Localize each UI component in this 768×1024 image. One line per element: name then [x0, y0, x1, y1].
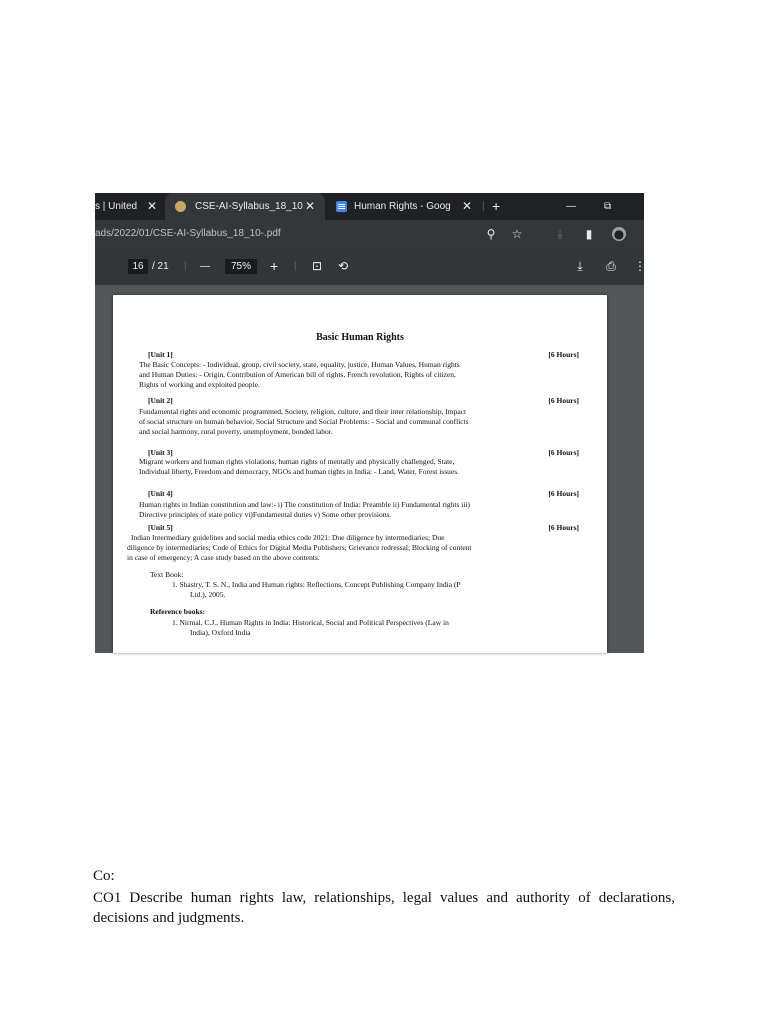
minimize-button[interactable]: —	[566, 201, 576, 212]
unit-text-line: Human rights in Indian constitution and law:- i) The constitution of India: Preamble ii) Fundamental rights iii)	[139, 500, 471, 509]
unit-hours: [6 Hours]	[548, 350, 579, 359]
bookmark-star-icon[interactable]: ☆	[511, 227, 523, 241]
unit-text-line: Indian Intermediary guidelines and social media ethics code 2021: Due diligence by intermediaries; Due	[131, 533, 445, 542]
zoom-level-input[interactable]: 75%	[225, 259, 257, 274]
unit-text-line: Rights of working and exploited people.	[139, 380, 260, 389]
pdf-toolbar	[95, 248, 644, 285]
text-book-entry: 1. Shastry, T. S. N., India and Human rights: Reflections, Concept Publishing Company India (P	[172, 580, 461, 589]
side-panel-icon[interactable]: ▮	[585, 227, 593, 241]
print-icon[interactable]: ⎙	[606, 259, 616, 273]
fit-to-page-icon[interactable]: ⊡	[311, 259, 323, 273]
close-tab-icon[interactable]: ✕	[147, 199, 158, 213]
unit-text-line: Individual liberty, Freedom and democracy, NGOs and human rights in India: - Land, Water, Forest issues.	[139, 467, 459, 476]
unit-label: [Unit 4]	[148, 489, 173, 498]
close-tab-icon[interactable]: ✕	[305, 199, 316, 213]
reference-entry: India), Oxford India	[190, 628, 251, 637]
search-icon[interactable]: ⚲	[486, 227, 496, 241]
unit-text-line: Directive principles of state policy vi)Fundamental duties v) Some other provisions.	[139, 510, 392, 519]
unit-text-line: and Human Duties: - Origin, Contribution of American bill of rights, French revolution, Rights of citizen,	[139, 370, 456, 379]
text-book-entry: Ltd.), 2005.	[190, 590, 226, 599]
unit-text-line: The Basic Concepts: - Individual, group, civil society, state, equality, justice, Human Values, Human rights	[139, 360, 460, 369]
reference-entry: 1. Nirmal, C.J., Human Rights in India: Historical, Social and Political Perspectives (Law in	[172, 618, 449, 627]
text-book-heading: Text Book:	[150, 570, 184, 579]
unit-text-line: Fundamental rights and economic programmed, Society, religion, culture, and their inter relationship, Impact	[139, 407, 467, 416]
browser-tab-syllabus[interactable]	[165, 193, 325, 220]
browser-tab-human-rights-doc[interactable]	[331, 193, 481, 220]
toolbar-divider: |	[184, 261, 187, 272]
course-outcomes-label: Co:	[93, 868, 115, 884]
unit-label: [Unit 2]	[148, 396, 173, 405]
tab-title: Human Rights - Goog	[354, 201, 451, 212]
course-outcome-1: CO1 Describe human rights law, relationships, legal values and authority of declarations, decisions and judgments.	[93, 890, 675, 926]
unit-text-line: in case of emergency; A case study based on the above contents.	[127, 553, 320, 562]
unit-text-line: of social structure on human behavior, Social Structure and Social Problems: - Social and communal conflicts	[139, 417, 469, 426]
unit-label: [Unit 5]	[148, 523, 173, 532]
document-title: Basic Human Rights	[316, 332, 404, 343]
reference-heading: Reference books:	[150, 607, 206, 616]
download-icon[interactable]: ⤓	[557, 227, 563, 241]
tab-separator: |	[482, 201, 485, 212]
unit-label: [Unit 3]	[148, 448, 173, 457]
tab-title: s | United	[95, 201, 138, 212]
unit-hours: [6 Hours]	[548, 396, 579, 405]
pdf-viewer-screenshot	[95, 193, 644, 653]
page-count: / 21	[152, 261, 169, 272]
page-number-input[interactable]: 16	[128, 259, 148, 274]
address-bar	[95, 220, 644, 248]
zoom-in-button[interactable]: +	[270, 258, 279, 274]
restore-button[interactable]: ⧉	[604, 201, 612, 212]
unit-label: [Unit 1]	[148, 350, 173, 359]
more-options-icon[interactable]: ⋮	[634, 259, 646, 273]
unit-text-line: Migrant workers and human rights violations, human rights of mentally and physically challenged, State,	[139, 457, 455, 466]
profile-avatar-icon[interactable]: ●	[613, 227, 625, 241]
download-icon[interactable]: ⤓	[577, 259, 583, 273]
pdf-favicon-icon	[175, 201, 186, 212]
browser-tab-united[interactable]	[95, 193, 165, 220]
google-docs-icon	[336, 201, 347, 212]
url-field[interactable]: ads/2022/01/CSE-AI-Syllabus_18_10-.pdf	[95, 228, 281, 239]
new-tab-button[interactable]: +	[492, 198, 501, 214]
close-tab-icon[interactable]: ✕	[462, 199, 473, 213]
unit-text-line: and social harmony, rural poverty, unemployment, bonded labor.	[139, 427, 333, 436]
zoom-out-button[interactable]: —	[200, 261, 210, 272]
browser-tab-strip	[95, 193, 644, 220]
pdf-page	[113, 295, 607, 653]
tab-title: CSE-AI-Syllabus_18_10	[195, 201, 303, 212]
unit-hours: [6 Hours]	[548, 523, 579, 532]
unit-hours: [6 Hours]	[548, 489, 579, 498]
unit-hours: [6 Hours]	[548, 448, 579, 457]
rotate-icon[interactable]: ⟲	[337, 259, 349, 273]
unit-text-line: diligence by intermediaries; Code of Ethics for Digital Media Publishers; Grievance redressal; Blocking of content	[127, 543, 472, 552]
toolbar-divider: |	[294, 261, 297, 272]
